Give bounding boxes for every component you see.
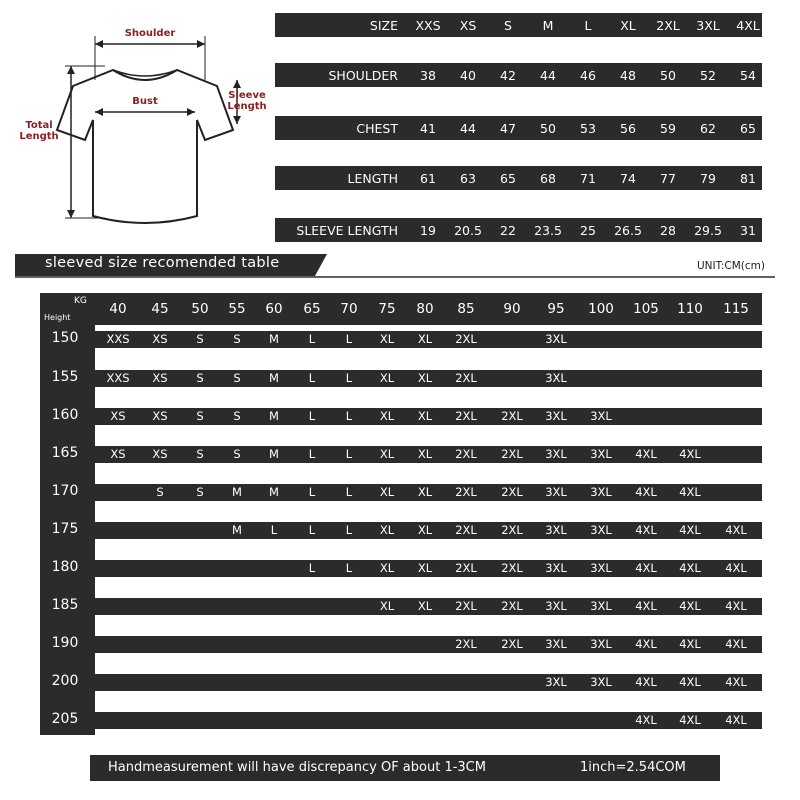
size-cell: XS — [152, 409, 168, 423]
size-cell: XS — [110, 409, 126, 423]
size-cell: 3XL — [545, 371, 567, 385]
size-cell: S — [196, 332, 204, 346]
size-cell: 4XL — [635, 485, 657, 499]
size-cell: 3XL — [590, 447, 612, 461]
size-cell: 4XL — [635, 523, 657, 537]
size-cell: 4XL — [679, 637, 701, 651]
size-cell: M — [269, 447, 279, 461]
size-cell: M — [269, 332, 279, 346]
size-cell: L — [270, 523, 278, 537]
height-value: 200 — [51, 673, 79, 689]
size-cell: XL — [379, 409, 395, 423]
size-cell: 4XL — [679, 561, 701, 575]
measure-value: 23.5 — [534, 223, 562, 238]
size-cell: L — [308, 523, 316, 537]
measure-value: S — [504, 18, 512, 33]
size-cell: L — [345, 332, 353, 346]
size-cell: 4XL — [635, 637, 657, 651]
weight-value: 115 — [723, 301, 749, 317]
size-cell: S — [233, 332, 241, 346]
size-cell: 4XL — [725, 713, 747, 727]
measure-value: 53 — [580, 121, 596, 136]
size-cell: S — [196, 371, 204, 385]
weight-value: 110 — [677, 301, 703, 317]
total-label-line2: Length — [19, 131, 59, 142]
height-value: 175 — [51, 521, 79, 537]
size-cell: S — [233, 447, 241, 461]
height-value: 170 — [51, 483, 79, 499]
weight-value: 105 — [633, 301, 659, 317]
height-value: 150 — [51, 330, 79, 346]
measure-label: SLEEVE LENGTH — [296, 223, 398, 238]
height-value: 205 — [51, 711, 79, 727]
footer-note — [90, 755, 720, 781]
weight-value: 50 — [191, 301, 209, 317]
height-value: 190 — [51, 635, 79, 651]
size-cell: 3XL — [545, 523, 567, 537]
weight-value: 65 — [303, 301, 321, 317]
sleeve-label-line2: Length — [227, 101, 267, 112]
sleeve-length-label — [227, 90, 267, 112]
measure-value: 41 — [420, 121, 436, 136]
size-cell: XL — [417, 561, 433, 575]
measure-value: 61 — [420, 171, 436, 186]
total-label-line1: Total — [25, 120, 53, 131]
measure-value: 40 — [460, 68, 476, 83]
size-cell: XL — [379, 485, 395, 499]
size-cell: XL — [417, 409, 433, 423]
size-cell: 2XL — [501, 409, 523, 423]
measure-value: 44 — [460, 121, 476, 136]
size-cell: 4XL — [679, 485, 701, 499]
size-cell: 4XL — [635, 675, 657, 689]
measure-value: 44 — [540, 68, 556, 83]
total-length-label — [15, 120, 63, 142]
size-cell: 4XL — [725, 599, 747, 613]
size-cell: S — [233, 409, 241, 423]
size-cell: XL — [379, 561, 395, 575]
size-cell: L — [345, 447, 353, 461]
size-cell: S — [196, 447, 204, 461]
measure-value: 63 — [460, 171, 476, 186]
weight-value: 100 — [588, 301, 614, 317]
size-cell: 2XL — [501, 561, 523, 575]
bust-label: Bust — [132, 96, 158, 107]
sleeve-label-line1: Sleeve — [228, 90, 266, 101]
discrepancy-note: Handmeasurement will have discrepancy OF about 1-3CM — [108, 760, 486, 775]
height-value: 160 — [51, 407, 79, 423]
size-cell: XL — [379, 523, 395, 537]
size-cell: XL — [417, 332, 433, 346]
size-cell: 2XL — [501, 447, 523, 461]
measure-value: 54 — [740, 68, 756, 83]
kg-label: KG — [74, 296, 87, 306]
measure-value: 22 — [500, 223, 516, 238]
size-cell: L — [308, 332, 316, 346]
size-cell: XXS — [106, 332, 130, 346]
weight-value: 75 — [378, 301, 396, 317]
size-cell: 4XL — [679, 599, 701, 613]
size-cell: 2XL — [455, 561, 477, 575]
size-cell: 3XL — [590, 637, 612, 651]
size-cell: 3XL — [545, 561, 567, 575]
measure-value: M — [542, 18, 554, 33]
size-cell: S — [196, 409, 204, 423]
size-cell: 3XL — [545, 485, 567, 499]
measure-value: 68 — [540, 171, 556, 186]
height-value: 185 — [51, 597, 79, 613]
measure-value: 71 — [580, 171, 596, 186]
size-cell: 3XL — [545, 447, 567, 461]
size-header-row — [275, 13, 762, 37]
size-cell: 2XL — [455, 523, 477, 537]
measure-label: SIZE — [369, 18, 398, 33]
size-cell: 2XL — [501, 637, 523, 651]
measure-value: 47 — [500, 121, 516, 136]
size-cell: 4XL — [725, 675, 747, 689]
size-cell: 3XL — [545, 675, 567, 689]
size-cell: L — [345, 485, 353, 499]
size-cell: XL — [417, 447, 433, 461]
size-cell: XL — [379, 371, 395, 385]
size-cell: L — [308, 485, 316, 499]
size-cell: XS — [152, 332, 168, 346]
size-cell: XL — [417, 599, 433, 613]
size-cell: 4XL — [725, 523, 747, 537]
size-cell: 4XL — [635, 713, 657, 727]
size-cell: XS — [110, 447, 126, 461]
weight-value: 80 — [416, 301, 434, 317]
size-cell: M — [232, 523, 242, 537]
weight-value: 85 — [457, 301, 475, 317]
weight-value: 60 — [265, 301, 283, 317]
size-cell: 4XL — [635, 447, 657, 461]
banner-title: sleeved size recomended table — [45, 255, 280, 271]
measure-value: 29.5 — [694, 223, 722, 238]
measure-value: 50 — [540, 121, 556, 136]
measure-value: 31 — [740, 223, 756, 238]
measure-value: 19 — [420, 223, 436, 238]
size-cell: 4XL — [679, 675, 701, 689]
measure-value: 50 — [660, 68, 676, 83]
size-cell: L — [345, 371, 353, 385]
size-cell: 3XL — [590, 561, 612, 575]
size-cell: 2XL — [455, 371, 477, 385]
measure-value: 65 — [740, 121, 756, 136]
shoulder-label: Shoulder — [124, 28, 176, 39]
size-cell: 4XL — [635, 561, 657, 575]
measure-value: 74 — [620, 171, 636, 186]
measure-value: 77 — [660, 171, 676, 186]
height-value: 180 — [51, 559, 79, 575]
measure-value: 3XL — [696, 18, 720, 33]
measure-value: XXS — [415, 18, 441, 33]
measure-row — [275, 218, 762, 242]
size-cell: 3XL — [545, 409, 567, 423]
size-cell: XS — [152, 371, 168, 385]
measure-value: 81 — [740, 171, 756, 186]
size-cell: XL — [379, 599, 395, 613]
size-cell: 2XL — [455, 485, 477, 499]
measure-value: 25 — [580, 223, 596, 238]
measure-value: 38 — [420, 68, 436, 83]
size-cell: 2XL — [455, 409, 477, 423]
weight-value: 40 — [109, 301, 127, 317]
size-cell: M — [269, 485, 279, 499]
size-cell: 3XL — [545, 599, 567, 613]
height-label: Height — [44, 313, 71, 322]
measure-value: 59 — [660, 121, 676, 136]
weight-value: 55 — [228, 301, 246, 317]
inch-conversion: 1inch=2.54COM — [580, 760, 686, 775]
measure-value: 26.5 — [614, 223, 642, 238]
size-cell: XL — [379, 332, 395, 346]
section-banner — [15, 250, 775, 280]
measure-value: 4XL — [736, 18, 760, 33]
measure-label: CHEST — [356, 121, 398, 136]
measure-value: 20.5 — [454, 223, 482, 238]
size-cell: XL — [417, 371, 433, 385]
measure-value: 42 — [500, 68, 516, 83]
height-value: 165 — [51, 445, 79, 461]
size-cell: 4XL — [635, 599, 657, 613]
size-cell: XL — [417, 485, 433, 499]
size-cell: L — [308, 409, 316, 423]
size-cell: 3XL — [590, 675, 612, 689]
size-cell: 3XL — [545, 332, 567, 346]
weight-value: 70 — [340, 301, 358, 317]
size-cell: 2XL — [455, 447, 477, 461]
height-value: 155 — [51, 369, 79, 385]
measure-row — [275, 63, 762, 87]
size-cell: 2XL — [501, 523, 523, 537]
unit-label: UNIT:CM(cm) — [696, 260, 765, 272]
tshirt-diagram — [15, 20, 270, 235]
size-cell: 3XL — [590, 409, 612, 423]
size-cell: 2XL — [455, 637, 477, 651]
size-cell: 3XL — [590, 485, 612, 499]
size-cell: L — [308, 371, 316, 385]
size-cell: 4XL — [679, 447, 701, 461]
size-cell: 2XL — [455, 332, 477, 346]
size-cell: M — [232, 485, 242, 499]
size-cell: 3XL — [590, 523, 612, 537]
measure-row — [275, 166, 762, 190]
size-cell: 4XL — [725, 637, 747, 651]
measure-value: 52 — [700, 68, 716, 83]
size-cell: S — [196, 485, 204, 499]
size-cell: XS — [152, 447, 168, 461]
height-column — [40, 293, 95, 735]
size-cell: 4XL — [679, 523, 701, 537]
size-cell: XXS — [106, 371, 130, 385]
size-cell: S — [156, 485, 164, 499]
weight-value: 95 — [547, 301, 565, 317]
measure-value: XL — [620, 18, 636, 33]
size-cell: L — [308, 447, 316, 461]
measure-value: 65 — [500, 171, 516, 186]
size-cell: M — [269, 409, 279, 423]
size-cell: L — [345, 561, 353, 575]
size-cell: L — [308, 561, 316, 575]
size-cell: 2XL — [455, 599, 477, 613]
size-cell: 4XL — [679, 713, 701, 727]
measure-value: 48 — [620, 68, 636, 83]
measure-value: 56 — [620, 121, 636, 136]
size-cell: 2XL — [501, 485, 523, 499]
measure-value: 2XL — [656, 18, 680, 33]
size-cell: 3XL — [590, 599, 612, 613]
measure-label: SHOULDER — [328, 68, 398, 83]
size-cell: XL — [417, 523, 433, 537]
measure-value: 62 — [700, 121, 716, 136]
size-cell: L — [345, 523, 353, 537]
measure-value: XS — [459, 18, 477, 33]
weight-value: 90 — [503, 301, 521, 317]
measure-label: LENGTH — [347, 171, 398, 186]
measure-value: 79 — [700, 171, 716, 186]
size-cell: XL — [379, 447, 395, 461]
measure-value: 46 — [580, 68, 596, 83]
measure-value: L — [584, 18, 592, 33]
weight-value: 45 — [151, 301, 169, 317]
measure-value: 28 — [660, 223, 676, 238]
measure-row — [275, 116, 762, 140]
size-cell: M — [269, 371, 279, 385]
size-cell: 3XL — [545, 637, 567, 651]
size-cell: L — [345, 409, 353, 423]
size-cell: 2XL — [501, 599, 523, 613]
size-cell: S — [233, 371, 241, 385]
size-cell: 4XL — [725, 561, 747, 575]
